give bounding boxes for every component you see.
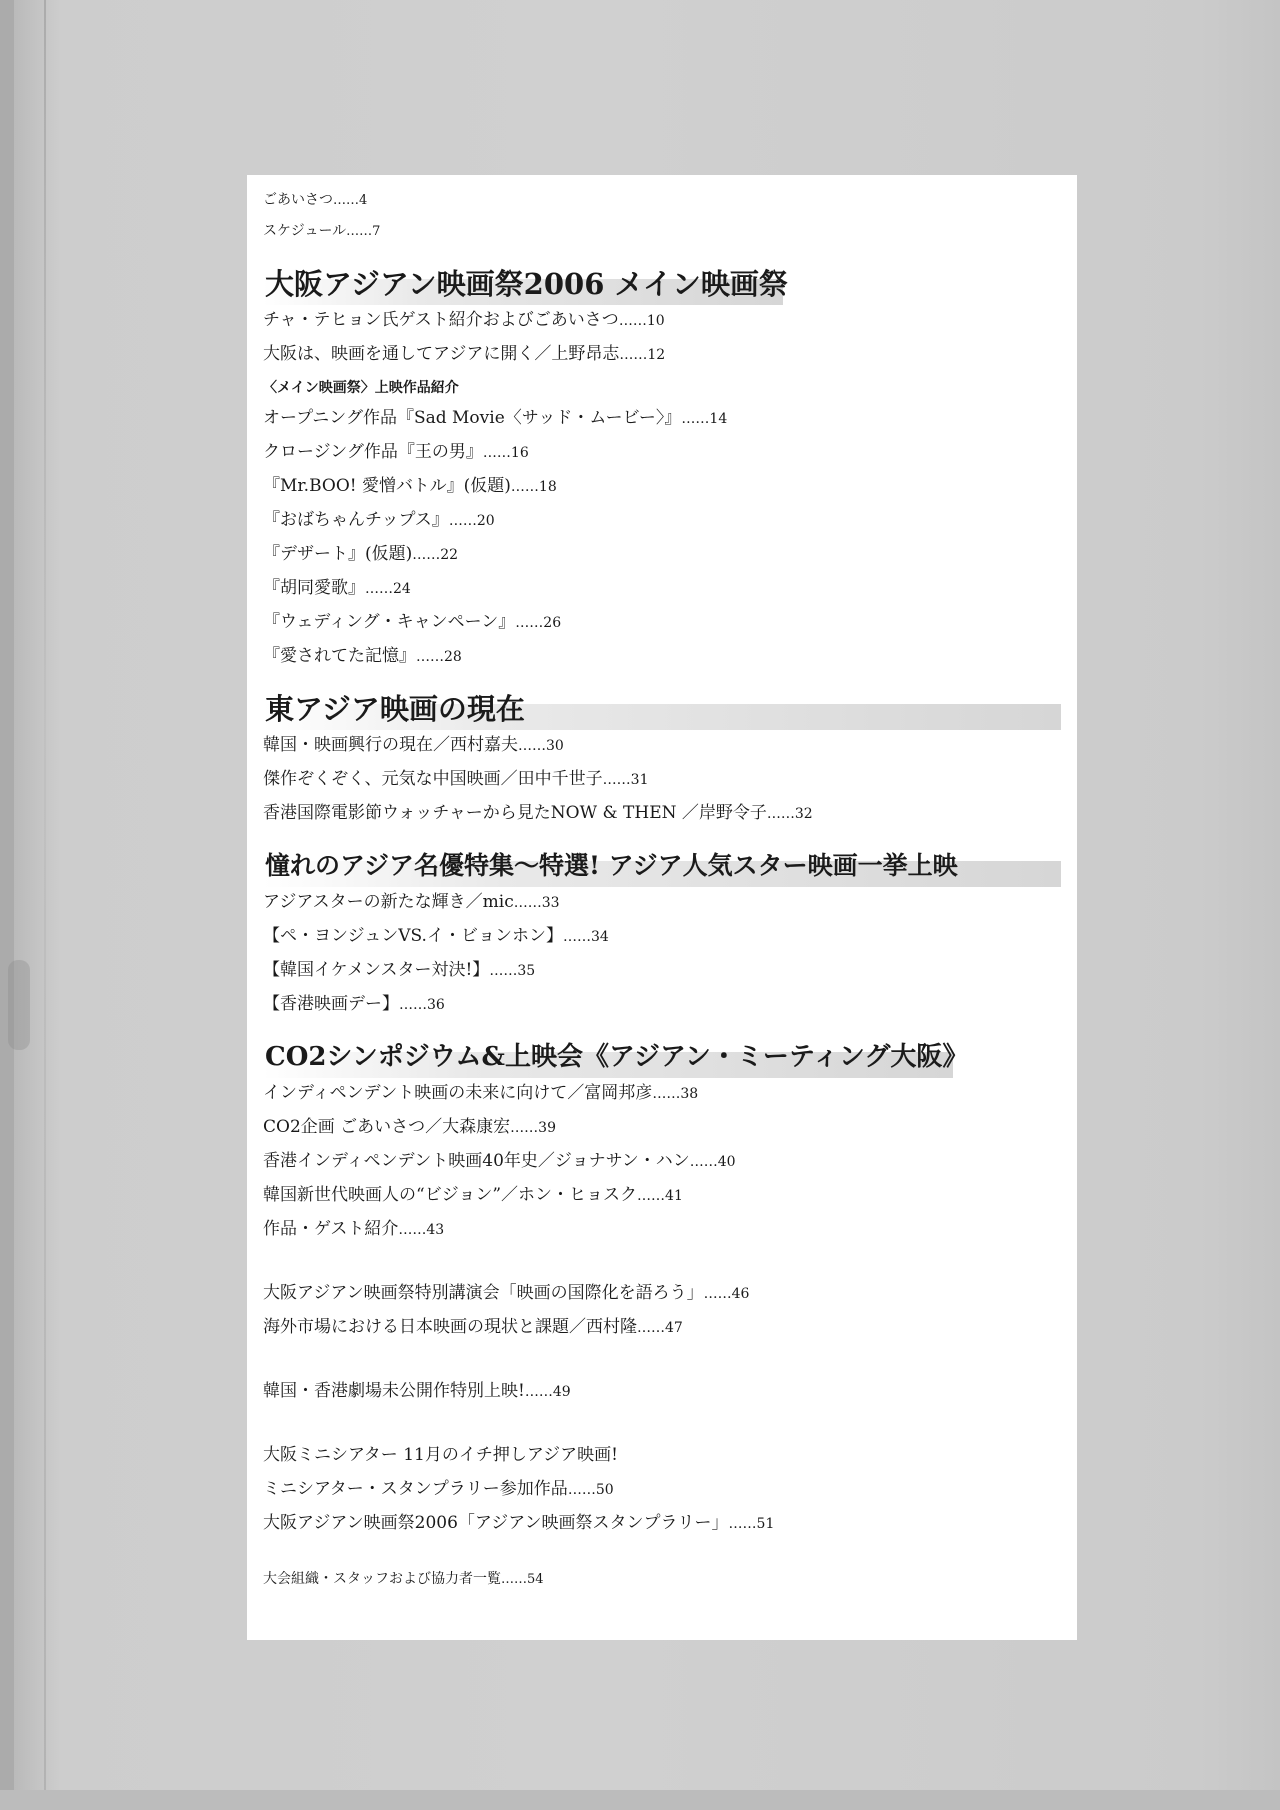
- scan-bottom-edge: [0, 1790, 1280, 1810]
- spacer: [263, 1350, 1061, 1380]
- entry-title: 『おばちゃんチップス』: [263, 510, 449, 530]
- entry-title: 大阪ミニシアター 11月のイチ押しアジア映画!: [263, 1445, 618, 1465]
- scan-smudge: [8, 960, 30, 1050]
- entry-title: 『胡同愛歌』: [263, 578, 365, 598]
- toc-entry: [263, 891, 1061, 914]
- toc-entry: [263, 309, 1061, 332]
- entry-title: 韓国・香港劇場未公開作特別上映!: [263, 1381, 525, 1401]
- spacer: [263, 1546, 1061, 1568]
- entry-page: ……32: [766, 806, 813, 822]
- entry-page: ……30: [518, 738, 564, 754]
- entry-page: ……20: [448, 513, 495, 529]
- entry-title: 大阪は、映画を通してアジアに開く／上野昂志: [263, 344, 620, 364]
- entry-title: オープニング作品『Sad Movie〈サッド・ムービー〉』: [263, 408, 682, 428]
- toc-entry: [263, 1512, 1061, 1535]
- section-heading-star-feature: 憧れのアジア名優特集～特選! アジア人気スター映画一挙上映: [263, 847, 1061, 885]
- entry-page: ……40: [689, 1154, 736, 1170]
- toc-entry: [263, 343, 1061, 366]
- entry-title: 作品・ゲスト紹介: [263, 1219, 399, 1239]
- entry-title: 『愛されてた記憶』: [263, 646, 416, 666]
- spacer: [263, 1414, 1061, 1444]
- entry-page: ……28: [416, 649, 462, 665]
- entry-page: ……24: [365, 581, 411, 597]
- toc-entry: [263, 1444, 1061, 1467]
- entry-title: CO2企画 ごあいさつ／大森康宏: [263, 1117, 511, 1137]
- entry-title: 『デザート』(仮題): [263, 544, 413, 564]
- entry-title: アジアスターの新たな輝き／mic: [263, 892, 514, 912]
- entry-page: ……49: [524, 1384, 571, 1400]
- entry-page: ……43: [398, 1222, 445, 1238]
- entry-title: チャ・テヒョン氏ゲスト紹介およびごあいさつ: [263, 310, 619, 330]
- section-heading-main-festival: 大阪アジアン映画祭2006 メイン映画祭: [263, 265, 1061, 303]
- entry-page: ……50: [567, 1482, 614, 1498]
- entry-title: インディペンデント映画の未来に向けて／富岡邦彦: [263, 1083, 653, 1103]
- entry-title: ごあいさつ: [263, 192, 333, 208]
- entry-title: 傑作ぞくぞく、元気な中国映画／田中千世子: [263, 769, 603, 789]
- entry-page: ……31: [602, 772, 649, 788]
- entry-page: ……47: [637, 1320, 683, 1336]
- entry-page: ……22: [412, 547, 459, 563]
- toc-entry: [263, 1282, 1061, 1305]
- entry-page: ……38: [652, 1086, 699, 1102]
- toc-entry: [263, 1082, 1061, 1105]
- entry-title: 大阪アジアン映画祭特別講演会「映画の国際化を語ろう」: [263, 1283, 704, 1303]
- toc-entry: [263, 1380, 1061, 1403]
- entry-page: ……10: [618, 313, 665, 329]
- toc-entry: [263, 1184, 1061, 1207]
- entry-page: ……4: [333, 193, 368, 208]
- spacer: [263, 1252, 1061, 1282]
- toc-entry: [263, 1218, 1061, 1241]
- entry-page: ……51: [728, 1516, 775, 1532]
- binding-line: [44, 0, 46, 1810]
- entry-page: ……35: [489, 963, 536, 979]
- entry-page: ……34: [562, 929, 609, 945]
- entry-page: ……39: [510, 1120, 556, 1136]
- toc-entry-schedule: [263, 220, 1061, 243]
- entry-title: 大会組織・スタッフおよび協力者一覧: [263, 1571, 501, 1587]
- toc-entry: [263, 611, 1061, 634]
- toc-entry: [263, 802, 1061, 825]
- entry-title: 韓国新世代映画人の“ビジョン”／ホン・ヒョスク: [263, 1185, 638, 1205]
- toc-entry-greeting: [263, 189, 1061, 212]
- entry-page: ……33: [513, 895, 560, 911]
- table-of-contents: [247, 175, 1077, 1640]
- entry-title: クロージング作品『王の男』: [263, 442, 483, 462]
- entry-page: ……26: [515, 615, 562, 631]
- entry-page: ……16: [482, 445, 529, 461]
- entry-title: 【韓国イケメンスター対決!】: [263, 960, 490, 980]
- entry-title: 『ウェディング・キャンペーン』: [263, 612, 516, 632]
- toc-entry-staff-list: [263, 1568, 1061, 1591]
- entry-page: ……14: [681, 411, 728, 427]
- toc-entry: [263, 1150, 1061, 1173]
- entry-title: 香港インディペンデント映画40年史／ジョナサン・ハン: [263, 1151, 690, 1171]
- toc-entry: [263, 441, 1061, 464]
- entry-title: 香港国際電影節ウォッチャーから見たNOW & THEN ／岸野令子: [263, 803, 767, 823]
- entry-title: ミニシアター・スタンプラリー参加作品: [263, 1479, 568, 1499]
- entry-page: ……54: [501, 1572, 544, 1587]
- entry-title: 大阪アジアン映画祭2006「アジアン映画祭スタンプラリー」: [263, 1513, 729, 1533]
- toc-entry: [263, 577, 1061, 600]
- entry-page: ……36: [399, 997, 445, 1013]
- scan-left-edge: [0, 0, 14, 1810]
- entry-title: 韓国・映画興行の現在／西村嘉夫: [263, 735, 518, 755]
- toc-entry: [263, 959, 1061, 982]
- entry-page: ……46: [703, 1286, 750, 1302]
- section-heading-east-asia: 東アジア映画の現在: [263, 690, 1061, 728]
- toc-entry: [263, 407, 1061, 430]
- toc-entry: [263, 734, 1061, 757]
- entry-title: 海外市場における日本映画の現状と課題／西村隆: [263, 1317, 637, 1337]
- toc-entry: [263, 768, 1061, 791]
- entry-page: ……18: [510, 479, 557, 495]
- toc-entry: [263, 1478, 1061, 1501]
- entry-title: 【ペ・ヨンジュンVS.イ・ビョンホン】: [263, 926, 563, 946]
- subsection-heading: 〈メイン映画祭〉上映作品紹介: [263, 380, 459, 396]
- toc-entry: [263, 925, 1061, 948]
- entry-page: ……41: [637, 1188, 683, 1204]
- toc-entry: [263, 993, 1061, 1016]
- toc-entry: [263, 543, 1061, 566]
- toc-entry: [263, 1316, 1061, 1339]
- toc-entry: [263, 1116, 1061, 1139]
- entry-title: スケジュール: [263, 223, 347, 239]
- entry-page: ……12: [619, 347, 666, 363]
- toc-entry: [263, 475, 1061, 498]
- entry-title: 【香港映画デー】: [263, 994, 399, 1014]
- section-heading-co2-symposium: CO2シンポジウム&上映会《アジアン・ミーティング大阪》: [263, 1038, 1061, 1076]
- toc-entry: [263, 645, 1061, 668]
- entry-page: ……7: [346, 224, 381, 239]
- toc-entry: [263, 509, 1061, 532]
- entry-title: 『Mr.BOO! 愛憎バトル』(仮題): [263, 476, 511, 496]
